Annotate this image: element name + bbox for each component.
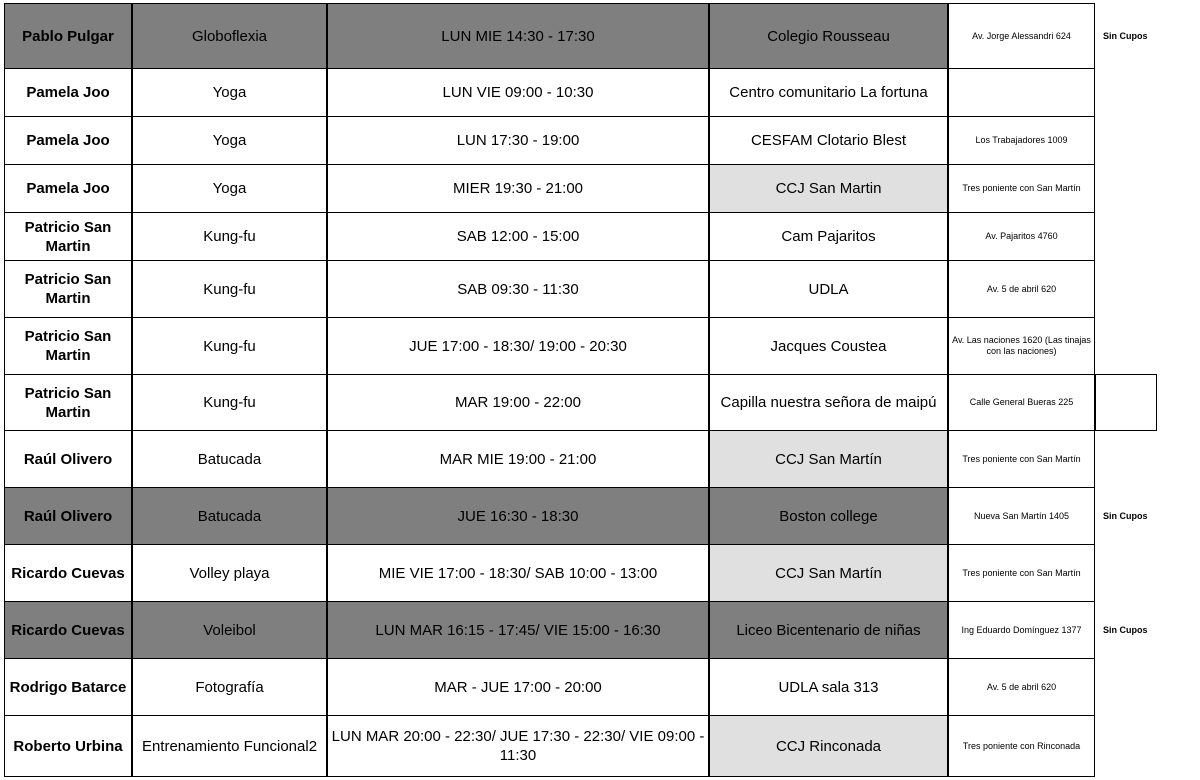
availability-note: Sin Cupos [1103,510,1148,521]
location: Boston college [709,487,948,545]
address [948,68,1095,117]
activity: Batucada [132,487,327,545]
schedule: LUN MAR 20:00 - 22:30/ JUE 17:30 - 22:30/ VIE 09:00 - 11:30 [327,715,709,777]
location: CCJ Rinconada [709,715,948,777]
instructor-name: Patricio San Martin [4,317,132,375]
address: Tres poniente con Rinconada [948,715,1095,777]
availability-note [1095,374,1157,431]
address: Los Trabajadores 1009 [948,116,1095,165]
activity: Kung-fu [132,260,327,318]
location: Cam Pajaritos [709,212,948,261]
location: CCJ San Martín [709,430,948,488]
instructor-name: Raúl Olivero [4,487,132,545]
location: UDLA sala 313 [709,658,948,716]
location: Capilla nuestra señora de maipú [709,374,948,431]
activity: Voleibol [132,601,327,659]
schedule: LUN 17:30 - 19:00 [327,116,709,165]
instructor-name: Pamela Joo [4,164,132,213]
activity: Kung-fu [132,317,327,375]
activity: Yoga [132,68,327,117]
activity: Batucada [132,430,327,488]
instructor-name: Roberto Urbina [4,715,132,777]
location: CCJ San Martin [709,164,948,213]
instructor-name: Pamela Joo [4,68,132,117]
instructor-name: Rodrigo Batarce [4,658,132,716]
instructor-name: Raúl Olivero [4,430,132,488]
address: Tres poniente con San Martín [948,544,1095,602]
location: Jacques Coustea [709,317,948,375]
address: Nueva San Martín 1405 [948,487,1095,545]
instructor-name: Ricardo Cuevas [4,544,132,602]
availability-note: Sin Cupos [1103,30,1148,41]
activity: Fotografía [132,658,327,716]
location: UDLA [709,260,948,318]
schedule: LUN MIE 14:30 - 17:30 [327,3,709,69]
address: Av. Las naciones 1620 (Las tinajas con las naciones) [948,317,1095,375]
instructor-name: Patricio San Martin [4,374,132,431]
address: Av. Pajaritos 4760 [948,212,1095,261]
location: Colegio Rousseau [709,3,948,69]
schedule: SAB 12:00 - 15:00 [327,212,709,261]
availability-note: Sin Cupos [1103,624,1148,635]
schedule: MAR 19:00 - 22:00 [327,374,709,431]
address: Av. 5 de abril 620 [948,658,1095,716]
address: Tres poniente con San Martín [948,164,1095,213]
activity: Kung-fu [132,374,327,431]
activity: Yoga [132,164,327,213]
schedule: MIE VIE 17:00 - 18:30/ SAB 10:00 - 13:00 [327,544,709,602]
address: Ing Eduardo Domínguez 1377 [948,601,1095,659]
instructor-name: Pablo Pulgar [4,3,132,69]
activity: Kung-fu [132,212,327,261]
schedule: LUN VIE 09:00 - 10:30 [327,68,709,117]
schedule: MAR MIE 19:00 - 21:00 [327,430,709,488]
address: Tres poniente con San Martín [948,430,1095,488]
schedule: MAR - JUE 17:00 - 20:00 [327,658,709,716]
address: Calle General Bueras 225 [948,374,1095,431]
location: CCJ San Martín [709,544,948,602]
location: CESFAM Clotario Blest [709,116,948,165]
address: Av. 5 de abril 620 [948,260,1095,318]
instructor-name: Patricio San Martin [4,212,132,261]
activity: Volley playa [132,544,327,602]
location: Liceo Bicentenario de niñas [709,601,948,659]
instructor-name: Ricardo Cuevas [4,601,132,659]
schedule: JUE 16:30 - 18:30 [327,487,709,545]
location: Centro comunitario La fortuna [709,68,948,117]
schedule: LUN MAR 16:15 - 17:45/ VIE 15:00 - 16:30 [327,601,709,659]
schedule: MIER 19:30 - 21:00 [327,164,709,213]
instructor-name: Pamela Joo [4,116,132,165]
activity: Yoga [132,116,327,165]
schedule: SAB 09:30 - 11:30 [327,260,709,318]
instructor-name: Patricio San Martin [4,260,132,318]
activity: Entrenamiento Funcional2 [132,715,327,777]
schedule: JUE 17:00 - 18:30/ 19:00 - 20:30 [327,317,709,375]
activity: Globoflexia [132,3,327,69]
address: Av. Jorge Alessandri 624 [948,3,1095,69]
